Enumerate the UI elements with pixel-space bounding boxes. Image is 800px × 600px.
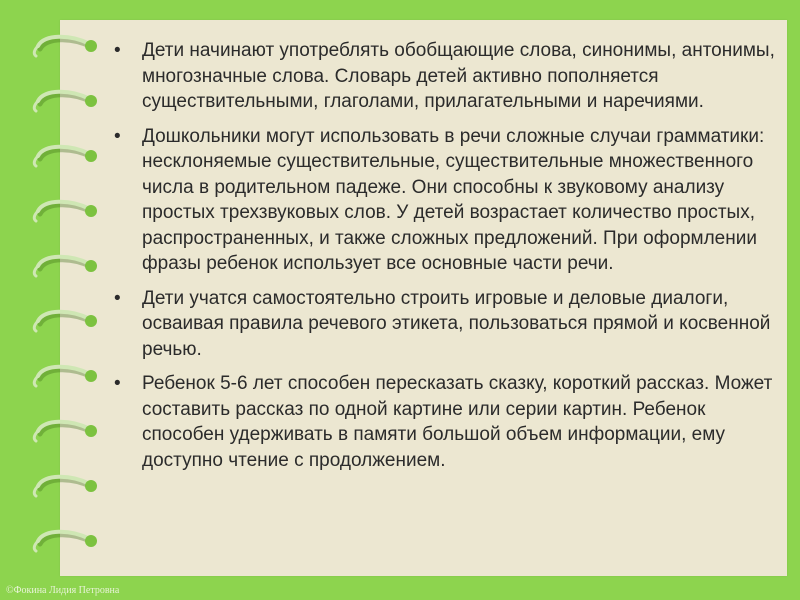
spiral-binding — [0, 0, 110, 600]
bullet-icon: • — [114, 373, 121, 394]
bullet-text: Дети начинают употреблять обобщающие слова, синонимы, антонимы, многозначные слова. Словарь детей активно пополняется существительными, глаголами, прилагательными и наречиями. — [142, 40, 775, 112]
binding-ring-icon — [34, 367, 97, 386]
binding-ring-icon — [34, 477, 97, 496]
slide-content — [112, 38, 777, 482]
bullet-icon: • — [114, 40, 121, 61]
bullet-icon: • — [114, 287, 121, 309]
list-item — [112, 38, 777, 115]
binding-ring-icon — [34, 202, 97, 221]
binding-ring-icon — [34, 37, 97, 56]
binding-ring-icon — [34, 312, 97, 331]
bullet-text: Дошкольники могут использовать в речи сложные случаи грамматики: несклоняемые существительные, существительные множественного числа в родительном падеже. Они способны к звуковому анализу простых трехзвуковых слов. У детей возрастает количество простых, распространенных, и также сложных предложений. При оформлении фразы ребенок использует все основные части речи. — [142, 125, 765, 274]
copyright-footer: ©Фокина Лидия Петровна — [6, 585, 120, 596]
bullet-text: Дети учатся самостоятельно строить игровые и деловые диалоги, осваивая правила речевого этикета, пользоваться прямой и косвенной речью. — [142, 287, 771, 360]
binding-ring-icon — [34, 257, 97, 276]
bullet-text: Ребенок 5-6 лет способен пересказать сказку, короткий рассказ. Может составить рассказ по одной картине или серии картин. Ребенок способен удерживать в памяти большой объем информации, ему доступно чтение с продолжением. — [142, 373, 773, 471]
list-item — [112, 371, 777, 473]
bullet-icon: • — [114, 125, 121, 147]
binding-ring-icon — [34, 92, 97, 111]
binding-ring-icon — [34, 422, 97, 441]
bullet-list — [112, 38, 777, 473]
list-item — [112, 286, 777, 363]
list-item — [112, 124, 777, 277]
binding-ring-icon — [34, 532, 97, 551]
binding-ring-icon — [34, 147, 97, 166]
